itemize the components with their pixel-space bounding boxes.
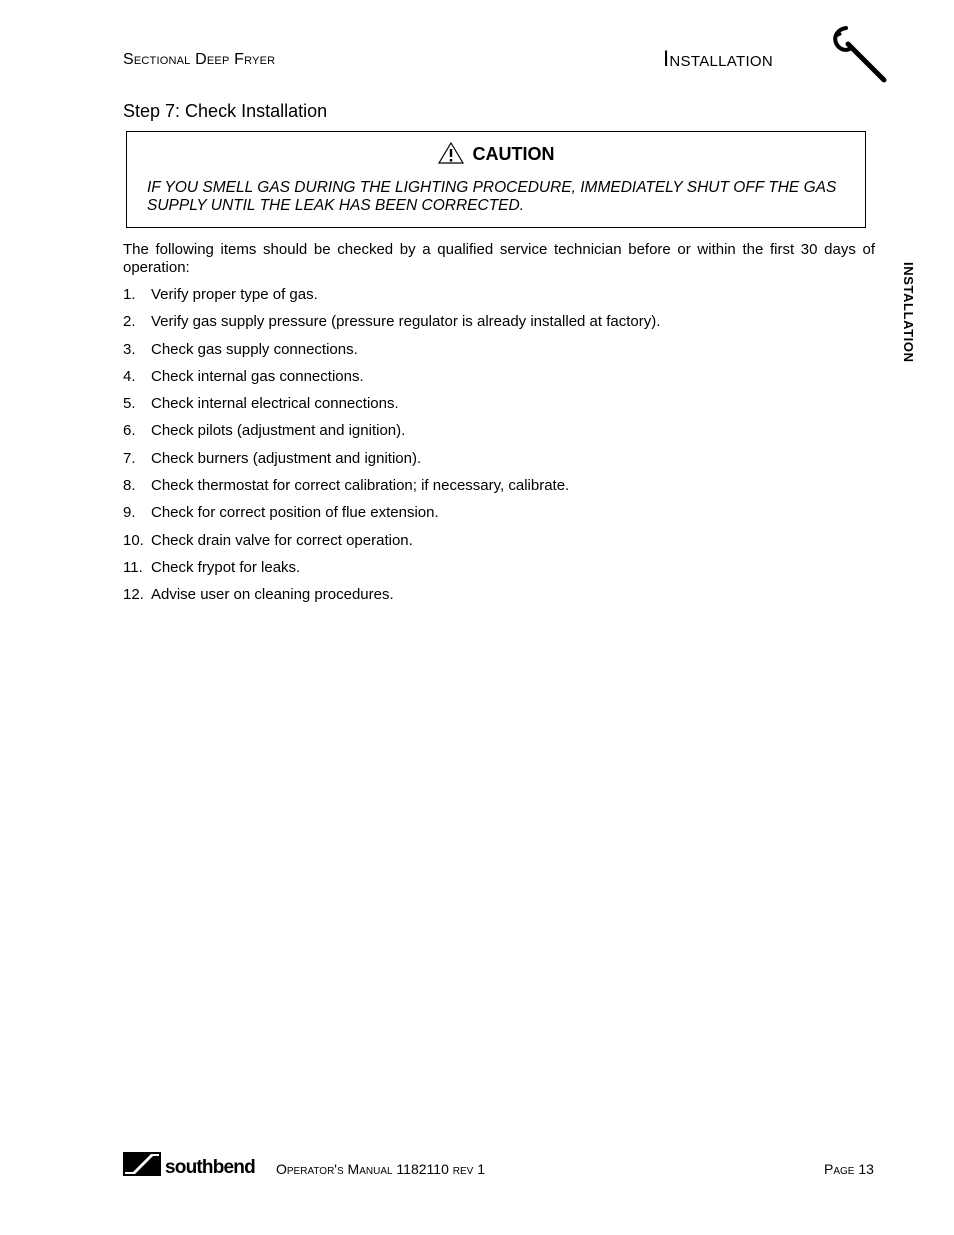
item-text: Check gas supply connections. xyxy=(151,340,358,358)
list-item xyxy=(123,285,875,312)
item-number: 3. xyxy=(123,340,136,358)
side-tab xyxy=(898,262,918,372)
item-number: 6. xyxy=(123,422,136,440)
item-number: 1. xyxy=(123,286,136,303)
caution-box xyxy=(126,131,866,228)
intro-paragraph: The following items should be checked by a qualified service technician before or within the first 30 days of operation: xyxy=(123,241,875,276)
item-text: Verify gas supply pressure (pressure regulator is already installed at factory). xyxy=(151,313,661,331)
item-text: Check burners (adjustment and ignition). xyxy=(151,449,422,467)
item-text: Verify proper type of gas. xyxy=(151,286,318,303)
item-number: 5. xyxy=(123,395,136,413)
item-text: Check for correct position of flue extension. xyxy=(151,504,439,522)
list-item xyxy=(123,421,875,448)
item-text: Check thermostat for correct calibration; if necessary, calibrate. xyxy=(151,477,570,495)
step-title: Step 7: Check Installation xyxy=(123,101,328,121)
document-title: Sectional Deep Fryer xyxy=(123,51,276,68)
page-number: Page 13 xyxy=(824,1161,874,1177)
list-item xyxy=(123,585,875,612)
footer-manual: Operator's Manual 1182110 rev 1 xyxy=(276,1161,485,1177)
list-item xyxy=(123,558,875,585)
southbend-logo xyxy=(123,1150,263,1178)
list-item xyxy=(123,367,875,394)
caution-heading xyxy=(127,142,865,165)
list-item xyxy=(123,531,875,558)
caution-label: CAUTION xyxy=(472,144,555,164)
item-number: 4. xyxy=(123,367,136,385)
list-item xyxy=(123,449,875,476)
list-item xyxy=(123,476,875,503)
checklist xyxy=(123,285,875,613)
item-number: 8. xyxy=(123,477,136,495)
item-text: Check internal electrical connections. xyxy=(151,395,399,413)
side-tab-label: INSTALLATION xyxy=(901,262,916,363)
item-number: 12. xyxy=(123,586,144,604)
item-number: 2. xyxy=(123,313,136,331)
list-item xyxy=(123,394,875,421)
list-item xyxy=(123,503,875,530)
list-item xyxy=(123,312,875,339)
item-text: Check drain valve for correct operation. xyxy=(151,531,413,549)
wrench-icon xyxy=(826,22,890,86)
item-number: 9. xyxy=(123,504,136,522)
item-text: Check pilots (adjustment and ignition). xyxy=(151,422,406,440)
svg-text:southbend: southbend xyxy=(165,1157,255,1178)
item-number: 10. xyxy=(123,531,144,549)
section-title: Installation xyxy=(663,46,774,71)
item-number: 11. xyxy=(123,558,143,576)
warning-triangle-icon xyxy=(438,142,464,164)
caution-text: IF YOU SMELL GAS DURING THE LIGHTING PROCEDURE, IMMEDIATELY SHUT OFF THE GAS SUPPLY UNTIL THE LEAK HAS BEEN CORRECTED. xyxy=(147,179,837,214)
item-text: Check internal gas connections. xyxy=(151,367,364,385)
item-number: 7. xyxy=(123,449,136,467)
item-text: Advise user on cleaning procedures. xyxy=(151,586,394,604)
list-item xyxy=(123,340,875,367)
item-text: Check frypot for leaks. xyxy=(151,558,301,576)
